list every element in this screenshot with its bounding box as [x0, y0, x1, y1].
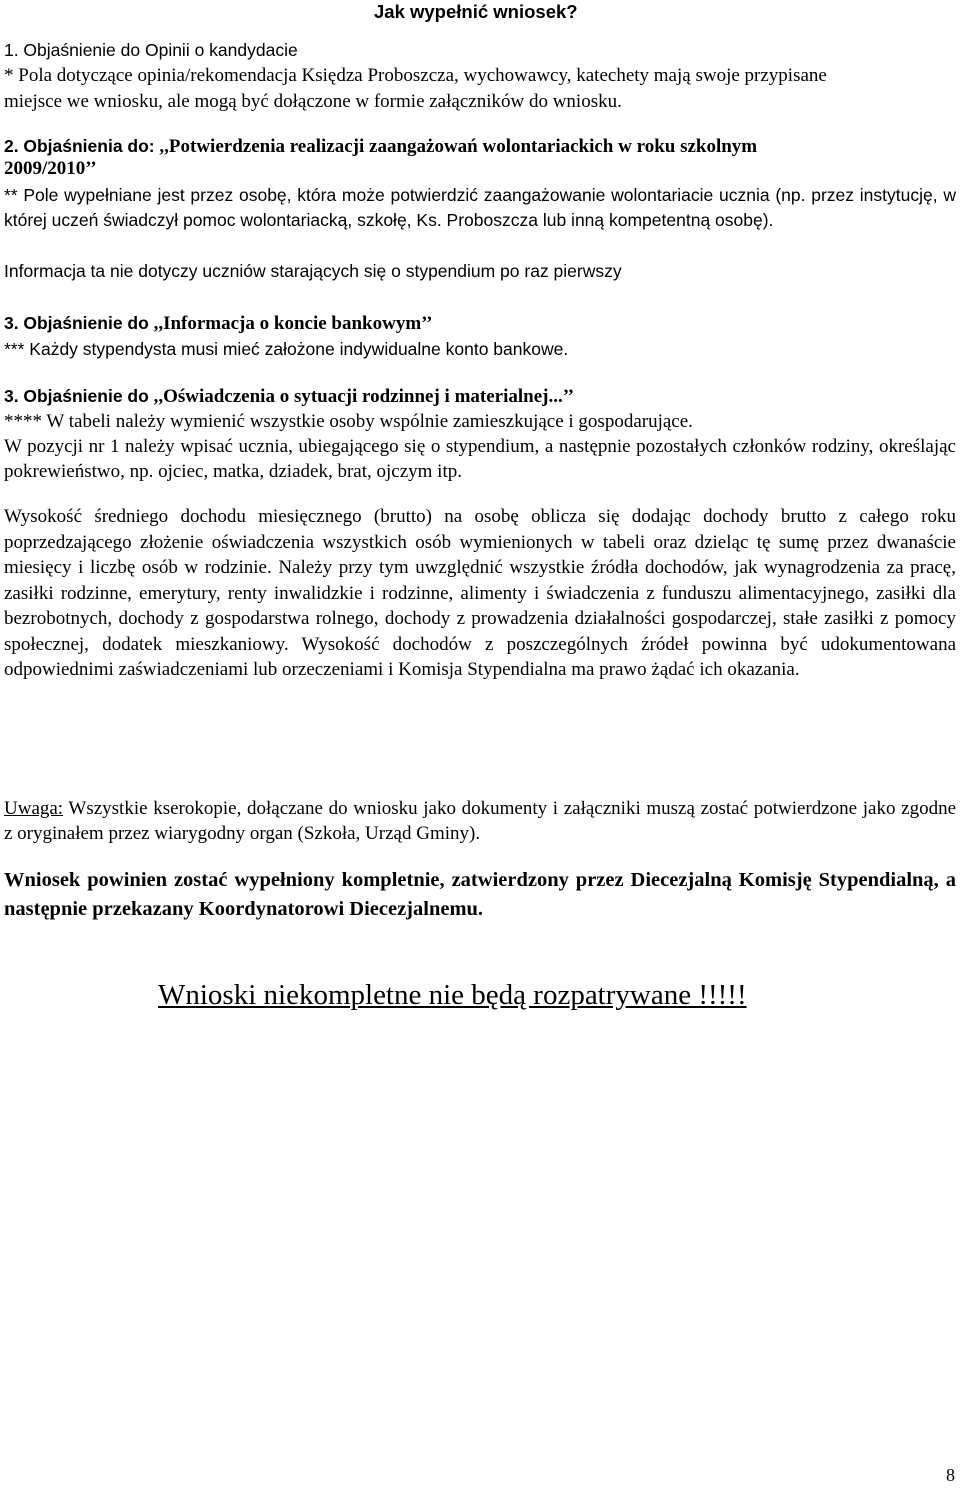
- section-3a-note: *** Każdy stypendysta musi mieć założone indywidualne konto bankowe.: [4, 339, 569, 359]
- page-number: 8: [946, 1465, 955, 1485]
- section-2-number: 2.: [4, 136, 19, 156]
- notice-text: Wszystkie kserokopie, dołączane do wniosku jako dokumenty i załączniki muszą zostać potwierdzone jako zgodne z oryginałem przez wiarygodny organ (Szkoła, Urząd Gminy).: [4, 798, 956, 844]
- income-paragraph: Wysokość średniego dochodu miesięcznego (brutto) na osobę oblicza się dodając dochody brutto z całego roku poprzedzającego złożenie oświadczenia wszystkich osób wymienionych w tabeli oraz dzieląc tę sumę przez dwanaście miesięcy i liczbę osób w rodzinie. Należy przy tym uwzględnić wszystkie źródła dochodów, jak wynagrodzenia za pracę, zasiłki rodzinne, emerytury, renty inwalidzkie i rodzinne, alimenty i świadczenia z funduszu alimentacyjnego, zasiłki dla bezrobotnych, dochody z gospodarstwa rolnego, dochody z prowadzenia działalności gospodarczej, stałe zasiłki z pomocy społecznej, dodatek mieszkaniowy. Wysokość dochodów z poszczególnych źródeł powinna być udokumentowana odpowiednimi zaświadczeniami lub orzeczeniami i Komisja Stypendialna ma prawo żądać ich okazania.: [4, 506, 956, 680]
- section-3b-note: **** W tabeli należy wymienić wszystkie osoby wspólnie zamieszkujące i gospodarujące.: [4, 411, 693, 432]
- section-2-lead: Objaśnienia do:: [23, 136, 155, 156]
- section-3b-number: 3.: [4, 386, 19, 406]
- section-3b-position-1: W pozycji nr 1 należy wpisać ucznia, ubiegającego się o stypendium, a następnie pozostałych członków rodziny, określając pokrewieństwo, np. ojciec, matka, dziadek, brat, ojczym itp.: [4, 436, 956, 482]
- section-1-number: 1.: [4, 40, 19, 60]
- incomplete-warning: Wnioski niekompletne nie będą rozpatrywane !!!!!: [158, 979, 747, 1011]
- section-3b-lead: Objaśnienie do: [23, 386, 149, 406]
- section-3a-number: 3.: [4, 313, 19, 333]
- section-3a-title: ,,Informacja o koncie bankowym’’: [148, 313, 433, 334]
- section-2-heading: [4, 135, 757, 158]
- section-2-info: Informacja ta nie dotyczy uczniów starających się o stypendium po raz pierwszy: [4, 261, 622, 281]
- section-1-title: Objaśnienie do Opinii o kandydacie: [23, 40, 298, 60]
- submission-paragraph: Wniosek powinien zostać wypełniony kompletnie, zatwierdzony przez Diecezjalną Komisję Stypendialną, a następnie przekazany Koordynatorowi Diecezjalnemu.: [4, 869, 956, 920]
- notice-label: Uwaga:: [4, 798, 64, 819]
- section-1-heading: [4, 39, 298, 62]
- section-3b-heading: [4, 385, 574, 408]
- section-2-title: ,,Potwierdzenia realizacji zaangażowań wolontariackich w roku szkolnym: [154, 136, 758, 157]
- section-3b-title: ,,Oświadczenia o sytuacji rodzinnej i materialnej...’’: [148, 386, 574, 407]
- section-2-note: ** Pole wypełniane jest przez osobę, która może potwierdzić zaangażowanie wolontariacie ucznia (np. przez instytucję, w której uczeń świadczył pomoc wolontariacką, szkołę, Ks. Proboszcza lub inną kompetentną osobę).: [4, 185, 956, 230]
- notice-paragraph: [4, 797, 956, 847]
- section-1-line-2: miejsce we wniosku, ale mogą być dołączone w formie załączników do wniosku.: [4, 91, 622, 112]
- section-3a-lead: Objaśnienie do: [23, 313, 149, 333]
- document-title: Jak wypełnić wniosek?: [374, 1, 578, 22]
- section-2-year: 2009/2010’’: [4, 158, 97, 179]
- section-1-line-1: * Pola dotyczące opinia/rekomendacja Księdza Proboszcza, wychowawcy, katechety mają swoje przypisane: [4, 65, 827, 86]
- section-3a-heading: [4, 312, 432, 335]
